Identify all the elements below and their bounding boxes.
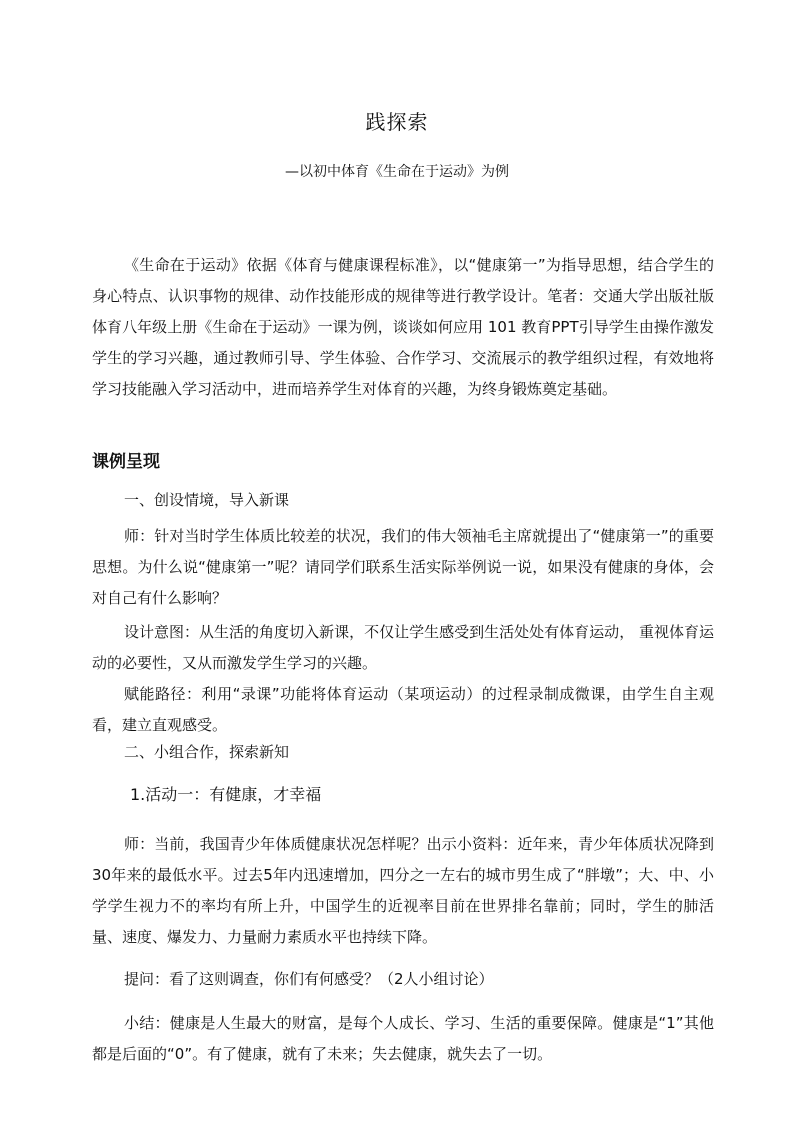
section-heading: 课例呈现 xyxy=(92,452,160,472)
step-one-heading: 一、创设情境，导入新课 xyxy=(124,491,290,509)
enable-path-paragraph: 赋能路径：利用“录课”功能将体育运动（某项运动）的过程录制成微课，由学生自主观看，建立直观感受。 xyxy=(92,685,714,734)
step-two-heading: 二、小组合作，探索新知 xyxy=(124,743,290,761)
teacher-paragraph-1: 师：针对当时学生体质比较差的状况，我们的伟大领袖毛主席就提出了“健康第一”的重要思想。为什么说“健康第一”呢？请同学们联系生活实际举例说一说，如果没有健康的身体，会对自己有什么影响？ xyxy=(92,527,714,607)
question-line: 提问：看了这则调查，你们有何感受？（2人小组讨论） xyxy=(124,970,494,988)
intro-paragraph: 《生命在于运动》依据《体育与健康课程标准》，以“健康第一”为指导思想，结合学生的身心特点、认识事物的规律、动作技能形成的规律等进行教学设计。笔者：交通大学出版社版体育八年级上册《生命在于运动》一课为例，谈谈如何应用 101 教育PPT引导学生由操作激发学生的学习兴趣，通过教师引导、学生体验、合作学习、交流展示的教学组织过程，有效地将学习技能融入学习活动中，进而培养学生对体育的兴趣，为终身锻炼奠定基础。 xyxy=(92,256,714,398)
page-title: 践探索 xyxy=(365,110,429,134)
page-subtitle: —以初中体育《生命在于运动》为例 xyxy=(285,164,509,180)
design-intent-paragraph: 设计意图：从生活的角度切入新课，不仅让学生感受到生活处处有体育运动， 重视体育运动的必要性，又从而激发学生学习的兴趣。 xyxy=(92,623,714,672)
summary-paragraph: 小结：健康是人生最大的财富，是每个人成长、学习、生活的重要保障。健康是“1”其他都是后面的“0”。有了健康，就有了未来；失去健康，就失去了一切。 xyxy=(92,1014,714,1063)
teacher-paragraph-2: 师：当前，我国青少年体质健康状况怎样呢？出示小资料：近年来，青少年体质状况降到30年来的最低水平。过去5年内迅速增加，四分之一左右的城市男生成了“胖墩”；大、中、小学学生视力不的率均有所上升，中国学生的近视率目前在世界排名靠前；同时，学生的肺活量、速度、爆发力、力量耐力素质水平也持续下降。 xyxy=(92,835,714,946)
activity-one-heading: 1.活动一：有健康，才幸福 xyxy=(130,785,322,804)
